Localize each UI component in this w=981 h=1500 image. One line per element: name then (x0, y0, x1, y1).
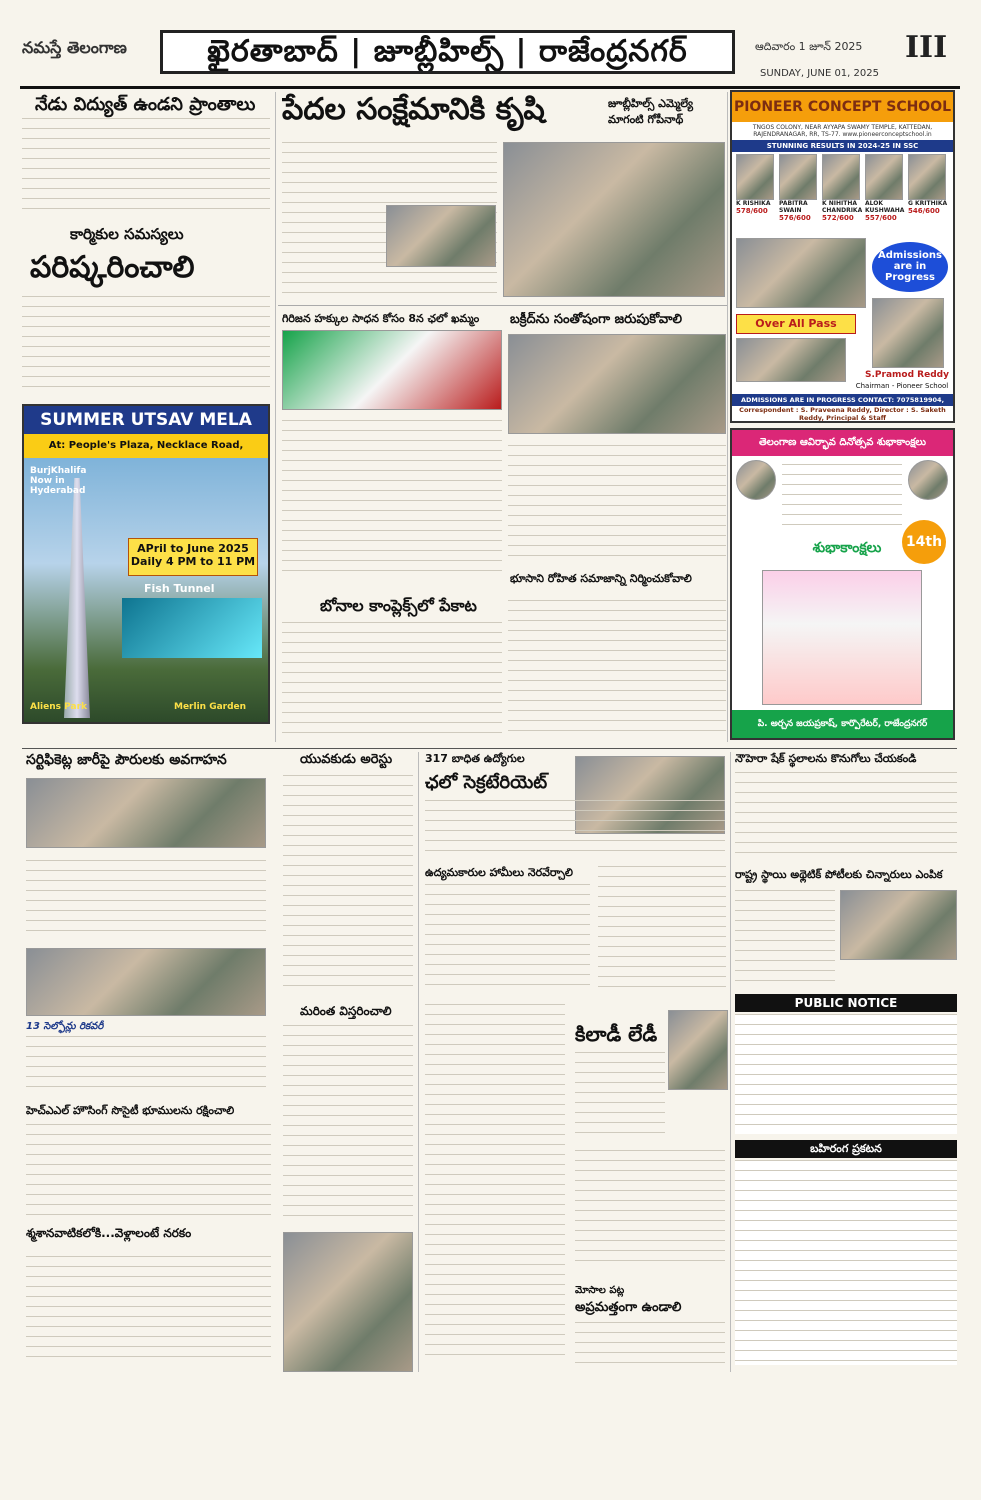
student-name: K RISHIKA (736, 200, 771, 207)
school-results: STUNNING RESULTS IN 2024-25 IN SSC (732, 140, 953, 152)
school-name: PIONEER CONCEPT SCHOOL (732, 92, 953, 122)
school-correspondent: Correspondent : S. Praveena Reddy, Director : S. Saketh Reddy, Principal & Staff (739, 406, 946, 422)
page-masthead: ఖైరతాబాద్ | జూబ్లీహిల్స్ | రాజేంద్రనగర్ (160, 30, 735, 74)
article-youth-arrest-body (283, 775, 413, 995)
article-bonala-body (282, 622, 502, 742)
article-rohitha-headline: భూసాని రోహిత సమాజాన్ని నిర్మించుకోవాలి (510, 572, 692, 585)
article-workers-kicker: కార్మికుల సమస్యలు (70, 225, 184, 243)
article-bakrid-body (508, 445, 726, 565)
article-graveyard-headline: శ్మశానవాటికలోకి...వెళ్లాలంటే నరకం (26, 1226, 192, 1240)
article-lady-body-2 (575, 1150, 725, 1270)
school-contact: ADMISSIONS ARE IN PROGRESS CONTACT: 7075819904, (732, 394, 953, 406)
school-pass: Over All Pass (736, 314, 856, 334)
school-students-row3 (736, 338, 846, 382)
article-cellphones-body (26, 1036, 266, 1096)
article-athletics-photo (840, 890, 957, 960)
article-certificates-headline: సర్టిఫికెట్ల జారీపై పౌరులకు అవగాహన (26, 752, 227, 768)
formation-name: పి. అర్చన జయప్రకాష్, కార్పొరేటర్, రాజేంద్రనగర్ (732, 710, 953, 738)
student-photo (779, 154, 817, 200)
mela-dates-box (128, 538, 258, 576)
school-chairman-title: Chairman - Pioneer School (855, 382, 949, 390)
mela-burj-label: BurjKhalifa Now in Hyderabad (30, 466, 87, 496)
student-name: ALOK KUSHWAHA (865, 200, 905, 214)
article-secretariat-headline: ఛలో సెక్రటేరియెట్ (425, 772, 548, 793)
article-lady-headline: కిలాడీ లేడీ (575, 1022, 658, 1046)
article-tribal-photo (282, 330, 502, 410)
divider (275, 92, 276, 742)
student-marks: 557/600 (865, 214, 897, 222)
article-lady-photo (668, 1010, 728, 1090)
article-welfare-photo-small (386, 205, 496, 267)
student-photo (865, 154, 903, 200)
article-alert-body (575, 1322, 725, 1372)
article-tribal-headline: గిరిజన హక్కుల సాధన కోసం 8న ఛలో ఖమ్మం (282, 312, 480, 325)
student-name: PABITRA SWAIN (779, 200, 808, 214)
article-activists-headline: ఉద్యమకారుల హామీలు నెరవేర్చాలి (425, 866, 573, 879)
article-welfare-headline: పేదల సంక్షేమానికి కృషి (282, 92, 545, 127)
article-power-outage-headline: నేడు విద్యుత్ ఉండని ప్రాంతాలు (35, 94, 256, 115)
formation-badge: 14th (902, 520, 946, 564)
article-bakrid-photo (508, 334, 726, 434)
student-card (822, 154, 862, 234)
article-side-body (598, 866, 726, 996)
article-nowhera-headline: నౌహెరా షేక్ స్థలాలను కొనుగోలు చేయకండి (735, 752, 917, 765)
article-graveyard-photo (283, 1232, 413, 1372)
notice-telugu-body (735, 1160, 957, 1365)
student-card (736, 154, 776, 234)
mela-fish-label: Fish Tunnel (144, 582, 215, 595)
fish-tunnel-photo (122, 598, 262, 658)
article-bakrid-headline: బక్రీద్‌ను సంతోషంగా జరుపుకోవాలి (510, 312, 682, 327)
article-secretariat-kicker: 317 బాధిత ఉద్యోగుల (425, 752, 525, 765)
date-english: SUNDAY, JUNE 01, 2025 (760, 68, 879, 79)
student-name: G KRITHIKA (908, 200, 948, 207)
article-expand-body (283, 1025, 413, 1220)
article-cellphones-photo (26, 948, 266, 1016)
page-number: III (905, 30, 948, 65)
school-address: TNGOS COLONY, NEAR AYYAPA SWAMY TEMPLE, KATTEDAN, RAJENDRANAGAR, RR, TS-77. www.pioneerconceptschool.in (752, 124, 933, 138)
ad-formation-day (730, 428, 955, 740)
article-power-outage-body (22, 118, 270, 218)
header-rule (20, 86, 960, 89)
article-lady-points (575, 1052, 665, 1142)
article-workers-headline: పరిష్కరించాలి (30, 250, 195, 285)
divider (278, 305, 728, 306)
mela-photo (24, 458, 268, 722)
paper-name: నమస్తే తెలంగాణ (22, 38, 127, 57)
student-card (908, 154, 948, 234)
mela-time: Daily 4 PM to 11 PM (130, 555, 256, 568)
divider (730, 752, 731, 1372)
notice-telugu-title: బహిరంగ ప్రకటన (735, 1140, 957, 1158)
divider (418, 752, 419, 1372)
article-athletics-body (735, 890, 835, 990)
student-marks: 576/600 (779, 214, 811, 222)
mela-dates: APril to June 2025 (137, 542, 249, 555)
article-bonala-headline: బోనాల కాంప్లెక్స్‌లో పేకాట (320, 596, 477, 615)
article-expand-headline: మరింత విస్తరించాలి (300, 1004, 392, 1018)
student-name: K NIHITHA CHANDRIKA (822, 200, 862, 214)
student-card (779, 154, 819, 234)
ad-summer-mela (22, 404, 270, 724)
article-certificates-photo (26, 778, 266, 848)
article-certificates-body (26, 860, 266, 940)
article-hal-body (26, 1124, 271, 1219)
student-marks: 578/600 (736, 207, 768, 215)
leader-photo (908, 460, 948, 500)
article-secretariat-body (425, 800, 725, 855)
burj-khalifa-icon (64, 478, 90, 718)
student-card (865, 154, 905, 234)
mela-aliens-label: Aliens Park (30, 702, 87, 712)
article-welfare-photo (503, 142, 725, 297)
article-tribal-body (282, 420, 502, 580)
formation-text (782, 464, 902, 534)
leader-photo (736, 460, 776, 500)
divider (22, 748, 957, 749)
school-students (736, 154, 949, 234)
article-lady-body (425, 1004, 565, 1364)
student-photo (908, 154, 946, 200)
school-chairman-photo (872, 298, 944, 368)
article-nowhera-body (735, 772, 957, 862)
article-graveyard-body (26, 1256, 271, 1366)
formation-title: తెలంగాణ ఆవిర్భావ దినోత్సవ శుభాకాంక్షలు (732, 430, 953, 456)
article-youth-arrest-headline: యువకుడు అరెస్టు (300, 752, 393, 767)
public-notice-body (735, 1014, 957, 1134)
public-notice-title: PUBLIC NOTICE (735, 994, 957, 1012)
corporator-photo (762, 570, 922, 705)
school-admissions: Admissions are in Progress (872, 242, 948, 292)
school-chairman-name: S.Pramod Reddy (865, 370, 949, 380)
school-students-row2 (736, 238, 866, 308)
ad-pioneer-school (730, 90, 955, 423)
student-marks: 546/600 (908, 207, 940, 215)
divider (727, 92, 728, 742)
student-marks: 572/600 (822, 214, 854, 222)
article-workers-body (22, 296, 270, 396)
article-alert-headline: అప్రమత్తంగా ఉండాలి (575, 1300, 682, 1315)
mela-merlin-label: Merlin Garden (174, 702, 247, 712)
article-welfare-side: జూబ్లీహిల్స్ ఎమ్మెల్యే మాగంటి గోపీనాథ్ (608, 97, 694, 126)
article-activists-body (425, 884, 590, 994)
article-hal-headline: హెచ్ఎఎల్ హౌసింగ్ సొసైటీ భూములను రక్షించాలి (26, 1104, 235, 1117)
formation-greeting: శుభాకాంక్షలు (812, 540, 882, 556)
mela-venue: At: People's Plaza, Necklace Road, (24, 434, 268, 458)
article-cellphones-caption: 13 సెల్ఫోన్లు రికవరీ (26, 1021, 104, 1032)
student-photo (736, 154, 774, 200)
article-alert-kicker: మోసాల పట్ల (575, 1285, 625, 1296)
article-athletics-headline: రాష్ట్ర స్థాయి అథ్లెటిక్ పోటీలకు చిన్నారులు ఎంపిక (735, 868, 943, 881)
article-rohitha-body (508, 600, 726, 740)
date-telugu: ఆదివారం 1 జూన్ 2025 (755, 40, 863, 53)
mela-title: SUMMER UTSAV MELA (24, 406, 268, 434)
student-photo (822, 154, 860, 200)
